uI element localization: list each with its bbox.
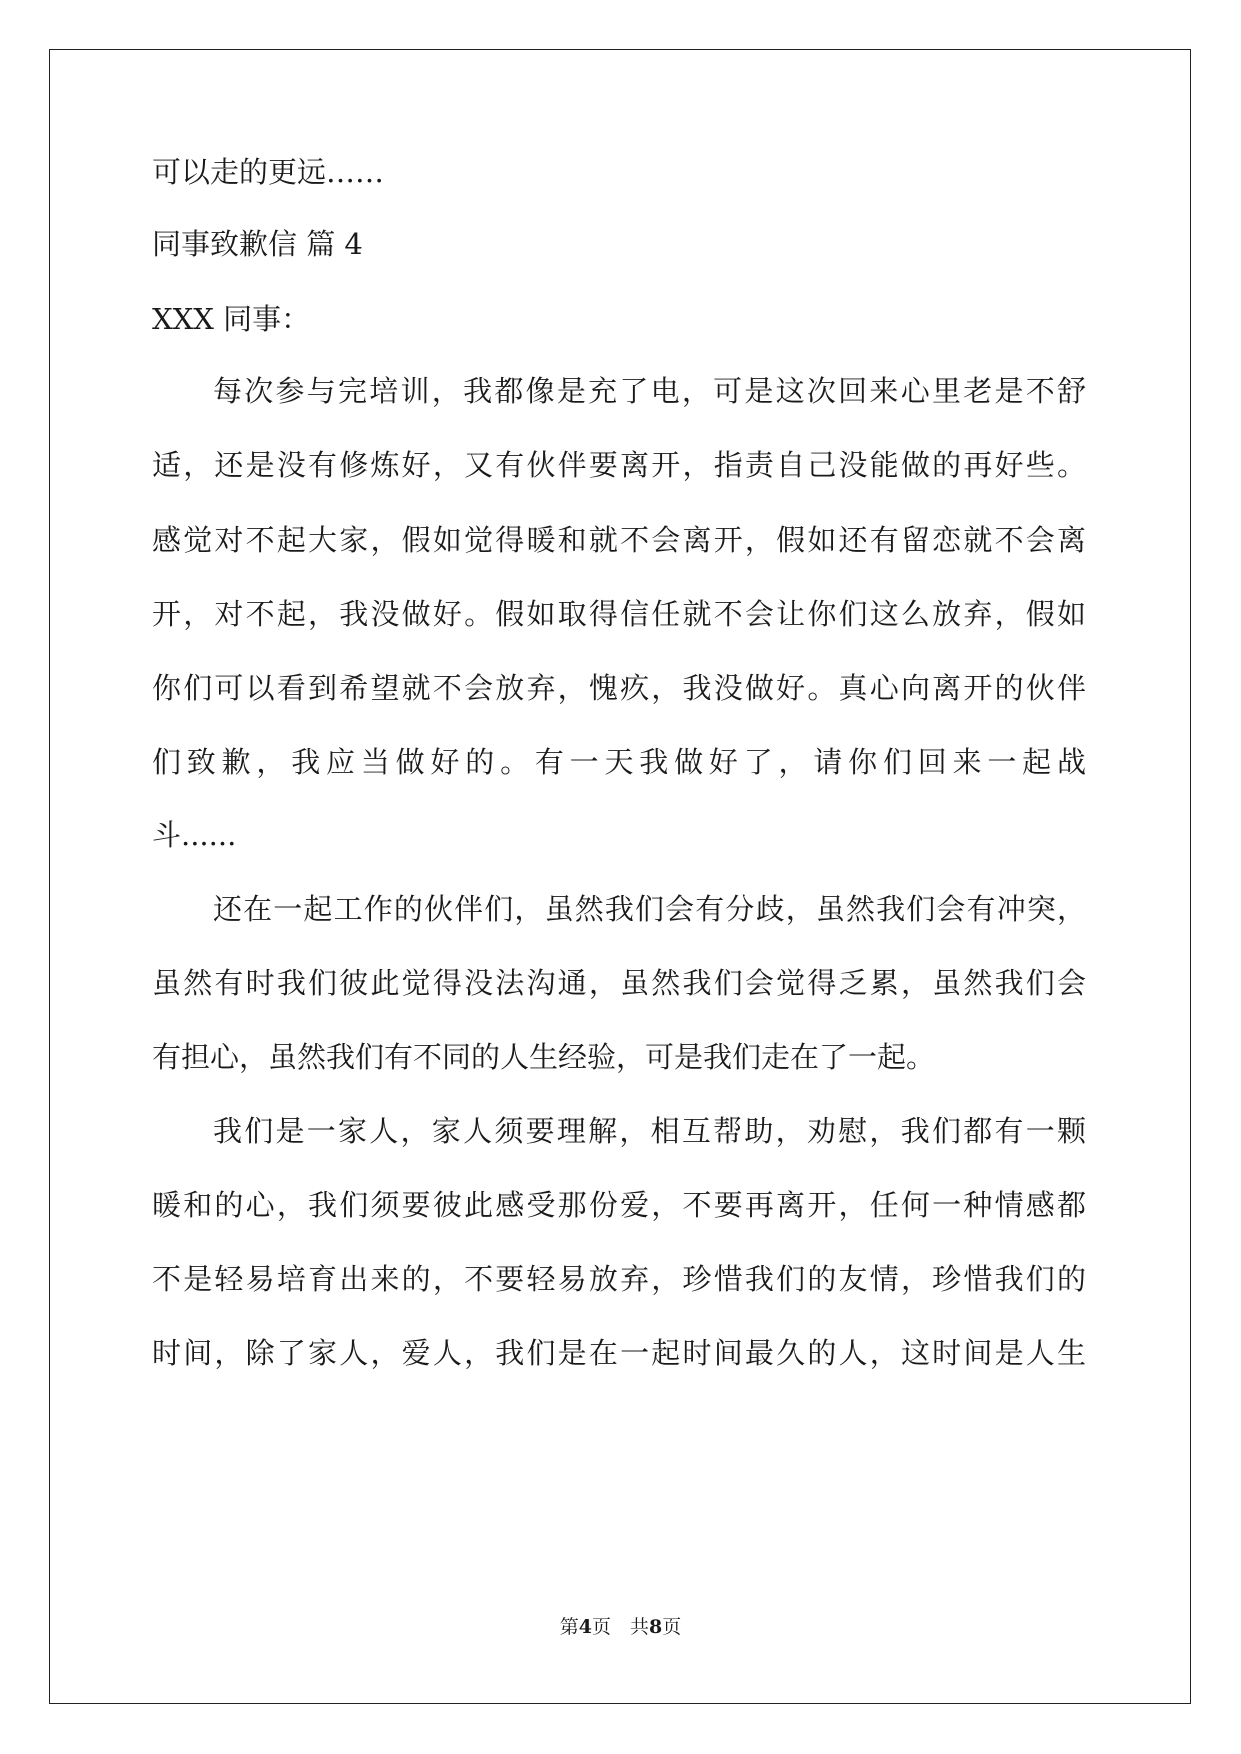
footer-prefix: 第: [559, 1616, 579, 1638]
page-border: [49, 49, 1191, 1704]
salutation: XXX 同事：: [152, 302, 311, 336]
text-line: 还在一起工作的伙伴们，虽然我们会有分歧，虽然我们会有冲突，: [213, 892, 1086, 926]
text-line: 不是轻易培育出来的，不要轻易放弃，珍惜我们的友情，珍惜我们的: [152, 1262, 1086, 1296]
text-line: 感觉对不起大家，假如觉得暖和就不会离开，假如还有留恋就不会离: [152, 523, 1086, 557]
text-line: 可以走的更远……: [152, 155, 385, 189]
text-line: 适，还是没有修炼好，又有伙伴要离开，指责自己没能做的再好些。: [152, 448, 1086, 482]
text-line: 你们可以看到希望就不会放弃，愧疚，我没做好。真心向离开的伙伴: [152, 671, 1086, 705]
text-line: 虽然有时我们彼此觉得没法沟通，虽然我们会觉得乏累，虽然我们会: [152, 966, 1086, 1000]
text-line: 斗......: [152, 818, 237, 852]
text-line: 我们是一家人，家人须要理解，相互帮助，劝慰，我们都有一颗: [213, 1114, 1086, 1148]
text-line: 有担心，虽然我们有不同的人生经验，可是我们走在了一起。: [152, 1040, 936, 1074]
page-footer: [0, 1618, 1241, 1637]
footer-mid: 页 共: [591, 1616, 649, 1638]
footer-suffix: 页: [662, 1616, 682, 1638]
text-line: 暖和的心，我们须要彼此感受那份爱，不要再离开，任何一种情感都: [152, 1188, 1086, 1222]
text-line: 开，对不起，我没做好。假如取得信任就不会让你们这么放弃，假如: [152, 597, 1086, 631]
text-line: 时间，除了家人，爱人，我们是在一起时间最久的人，这时间是人生: [152, 1336, 1086, 1370]
text-line: 们致歉，我应当做好的。有一天我做好了，请你们回来一起战: [152, 745, 1086, 779]
current-page-number: 4: [578, 1616, 592, 1638]
section-heading: 同事致歉信 篇 4: [152, 227, 363, 261]
total-page-number: 8: [649, 1616, 663, 1638]
text-line: 每次参与完培训，我都像是充了电，可是这次回来心里老是不舒: [213, 374, 1086, 408]
